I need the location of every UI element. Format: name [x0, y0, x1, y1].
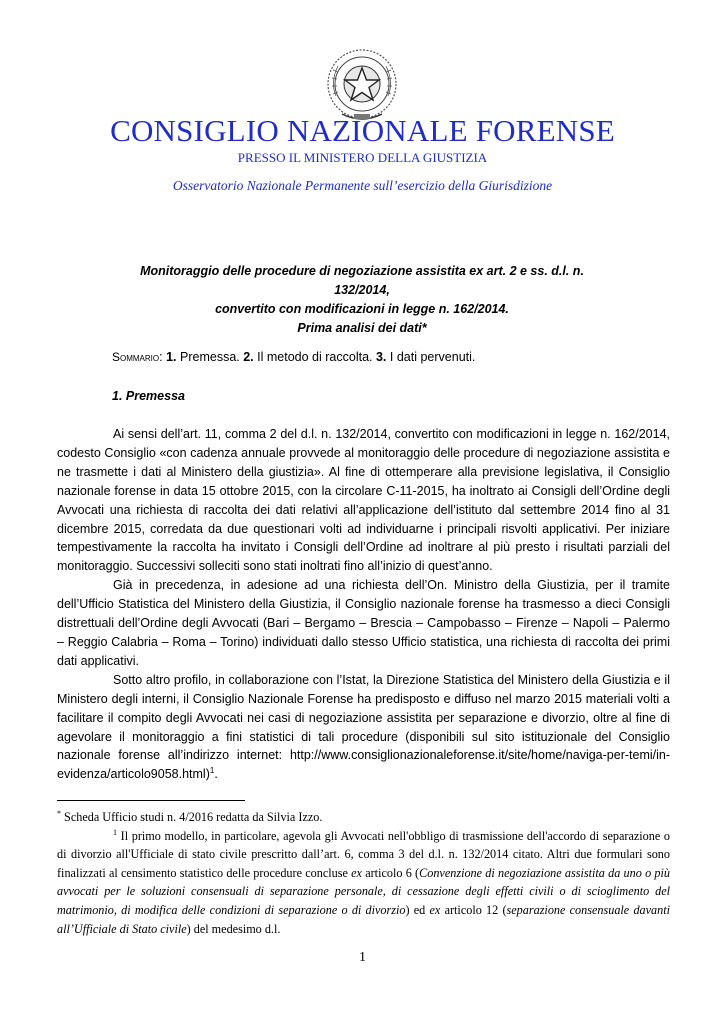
paragraph-text: Sotto altro profilo, in collaborazione con l’Istat, la Direzione Statistica del Ministero della Giustizia e il Ministero degli interni, il Consiglio Nazionale Forense ha predisposto e diffuso nel marzo 2015 materiali volti a facilitare il compito degli Avvocati nei casi di negoziazione assistita per separazione e divorzio, oltre al fine di agevolare il monitoraggio a fini statistici di tali procedure (disponibili sul sito istituzionale del Consiglio nazionale forense all’indirizzo internet: http://www.consiglionazionaleforense.it/site/home/naviga-per-temi/in-evidenza/articolo9058.html) — [57, 672, 670, 782]
summary: Sommario: 1. Premessa. 2. Il metodo di raccolta. 3. I dati pervenuti. — [112, 350, 476, 364]
header-subtitle: PRESSO IL MINISTERO DELLA GIUSTIZIA — [237, 150, 488, 165]
footnote-reference: 1 — [209, 766, 215, 776]
footnote-italic: separazione consensuale davanti all’Ufficiale di Stato civile — [57, 902, 671, 936]
document-title — [112, 262, 612, 338]
footnote-text: ) ed — [405, 902, 426, 917]
summary-label: Sommario — [112, 350, 160, 364]
footnote-text: Il primo modello, in particolare, agevola gli Avvocati nell'obbligo di trasmissione dell'accordo di separazione o di divorzio all'Ufficiale di stato civile prescritto dall’art. 6, comma 3 del d.l. n. 132/2014 citato. Altri due formulari sono finalizzati al censimento statistico delle procedure concluse — [57, 828, 670, 880]
document-title-line: Monitoraggio delle procedure di negoziazione assistita ex art. 2 e ss. d.l. n. 132/2014, — [140, 264, 584, 297]
summary-item-number: 2. — [243, 350, 254, 364]
summary-item-number: 3. — [375, 350, 387, 364]
footnote-1 — [57, 827, 670, 939]
header-observatory: Osservatorio Nazionale Permanente sull’esercizio della Giurisdizione — [172, 178, 553, 193]
paragraph-end: . — [214, 767, 218, 782]
footnote-italic: ex — [351, 865, 362, 880]
footnote-text: articolo 12 ( — [444, 902, 507, 917]
footnote-italic: Convenzione di negoziazione assistita da uno o più avvocati per le soluzioni consensuali di separazione personale, di cessazione degli effetti civili o di scioglimento del matrimonio, di modifica delle condizioni di separazione o di divorzio — [57, 865, 670, 917]
section-heading: 1. Premessa — [112, 389, 185, 403]
footnote-italic: ex — [429, 902, 441, 917]
body-paragraph — [57, 671, 670, 784]
header-title: CONSIGLIO NAZIONALE FORENSE — [110, 113, 615, 148]
body-paragraph: Già in precedenza, in adesione ad una richiesta dell’On. Ministro della Giustizia, per il tramite dell’Ufficio Statistica del Ministero della Giustizia, il Consiglio nazionale forense ha trasmesso a dieci Consigli distrettuali dell’Ordine degli Avvocati (Bari – Bergamo – Brescia – Campobasso – Firenze – Napoli – Palermo – Reggio Calabria – Roma – Torino) individuati dallo stesso Ufficio statistica, una richiesta di raccolta dei primi dati applicativi. — [57, 578, 670, 668]
footnote-text: Scheda Ufficio studi n. 4/2016 redatta da Silvia Izzo. — [64, 810, 323, 824]
body-paragraph: Ai sensi dell’art. 11, comma 2 del d.l. n. 132/2014, convertito con modificazioni in legge n. 162/2014, codesto Consiglio «con cadenza annuale provvede al monitoraggio delle procedure di negoziazione assistita e ne trasmette i dati al Ministero della giustizia». Al fine di ottemperare alla previsione legislativa, il Consiglio nazionale forense in data 15 ottobre 2015, con la circolare C-11-2015, ha inoltrato ai Consigli dell’Ordine degli Avvocati una richiesta di raccolta dei dati relativi all’applicazione dell’istituto dal settembre 2014 fino al 31 dicembre 2015, corredata da due questionari volti ad individuarne i principali risvolti applicativi. Per iniziare tempestivamente la raccolta ha invitato i Consigli dell’Ordine ad inoltrare al più presto i risultati parziali del monitoraggio. Successivi solleciti sono stati inoltrati fino all’inizio di quest’anno. — [57, 427, 670, 574]
document-title-line: convertito con modificazioni in legge n. 162/2014. — [215, 302, 509, 316]
footnote-mark: * — [57, 808, 61, 818]
summary-item-text: I dati pervenuti. — [389, 350, 476, 364]
footnote-text: articolo 6 ( — [365, 865, 420, 880]
summary-item-text: Il metodo di raccolta. — [257, 350, 373, 364]
footnote-star — [57, 808, 670, 827]
summary-item-number: 1. — [166, 350, 177, 364]
summary-item-text: Premessa. — [180, 350, 240, 364]
footnote-mark: 1 — [113, 827, 117, 837]
footnote-divider — [57, 800, 245, 801]
footnote-text: ) del medesimo d.l. — [186, 921, 281, 936]
document-title-line: Prima analisi dei dati* — [297, 321, 427, 335]
footnotes — [57, 808, 670, 938]
section-body — [57, 425, 670, 784]
page-number: 1 — [359, 950, 366, 965]
